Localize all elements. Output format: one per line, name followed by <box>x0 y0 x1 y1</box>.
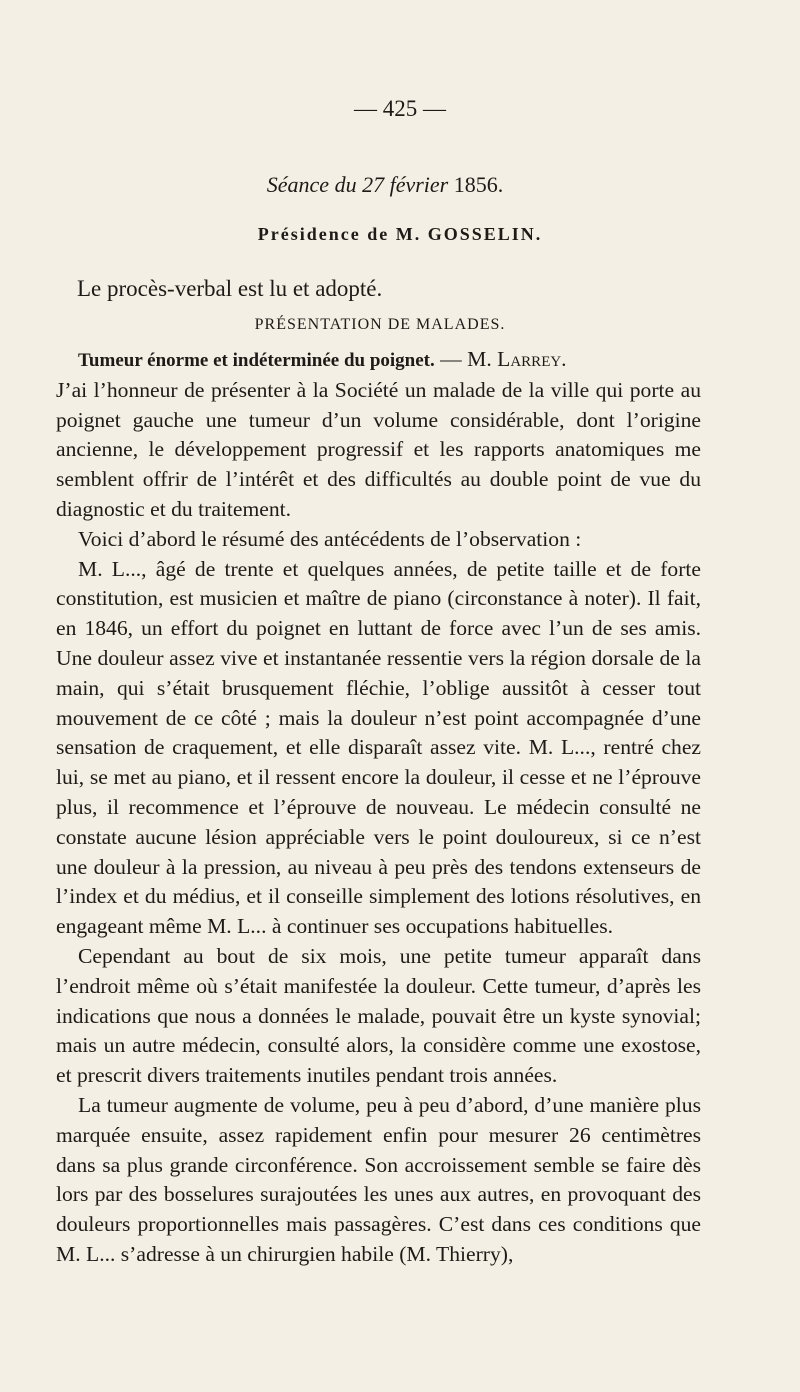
paragraph: J’ai l’honneur de présenter à la Société un malade de la ville qui porte au poignet gauche une tumeur d’un volume considérable, dont l’origine ancienne, le développement progressif et les rapports anatomiques me semblent offrir de l’intérêt et des difficultés au double point de vue du diagnostic et du traitement. <box>56 377 701 521</box>
session-heading <box>0 172 770 198</box>
section-title: PRÉSENTATION DE MALADES. <box>254 316 506 333</box>
article-dash: — M. <box>434 347 498 371</box>
article-heading-line <box>56 345 701 376</box>
article-lead: Tumeur énorme et indéterminée du poignet. <box>78 350 435 371</box>
article-body <box>56 345 701 1270</box>
paragraph: Cependant au bout de six mois, une petite tumeur apparaît dans l’endroit même où s’était manifestée la douleur. Cette tumeur, d’après les indications que nous a données le malade, pouvait être un kyste synovial; mais un autre médecin, consulté alors, la considère comme une exostose, et prescrit divers traitements inutiles pendant trois années. <box>56 943 701 1088</box>
paragraph: La tumeur augmente de volume, peu à peu d’abord, d’une manière plus marquée ensuite, assez rapidement enfin pour mesurer 26 centimètres dans sa plus grande circonférence. Son accroissement semble se faire dès lors par des bosselures surajoutées les unes aux autres, en provoquant des douleurs proportionnelles mais passagères. C’est dans ces conditions que M. L... s’adresse à un chirurgien habile (M. Thierry), <box>56 1092 701 1266</box>
article-author: Larrey. <box>497 347 567 371</box>
proces-verbal-line: Le procès-verbal est lu et adopté. <box>77 276 383 301</box>
paragraph: Voici d’abord le résumé des antécédents de l’observation : <box>78 526 582 551</box>
presidence-line: Présidence de M. GOSSELIN. <box>257 224 543 244</box>
page-number: — 425 — <box>354 96 446 121</box>
paragraph: M. L..., âgé de trente et quelques années, de petite taille et de forte constitution, est musicien et maître de piano (circonstance à noter). Il fait, en 1846, un effort du poignet en luttant de force avec l’un de ses amis. Une douleur assez vive et instantanée ressentie vers la région dorsale de la main, qui s’était brusquement fléchie, l’oblige aussitôt à cesser tout mouvement de ce côté ; mais la douleur n’est point accompagnée d’une sensation de craquement, et elle disparaît assez vite. M. L..., rentré chez lui, se met au piano, et il ressent encore la douleur, il cesse et ne l’éprouve plus, il recommence et l’éprouve de nouveau. Le médecin consulté ne constate aucune lésion appréciable vers le point douloureux, si ce n’est une douleur à la pression, au niveau à peu près des tendons extenseurs de l’index et du médius, et il conseille simplement des lotions résolutives, en engageant même M. L... à continuer ses occupations habituelles. <box>56 556 701 939</box>
session-date: Séance du 27 février <box>266 172 449 197</box>
session-year: 1856. <box>453 172 504 197</box>
